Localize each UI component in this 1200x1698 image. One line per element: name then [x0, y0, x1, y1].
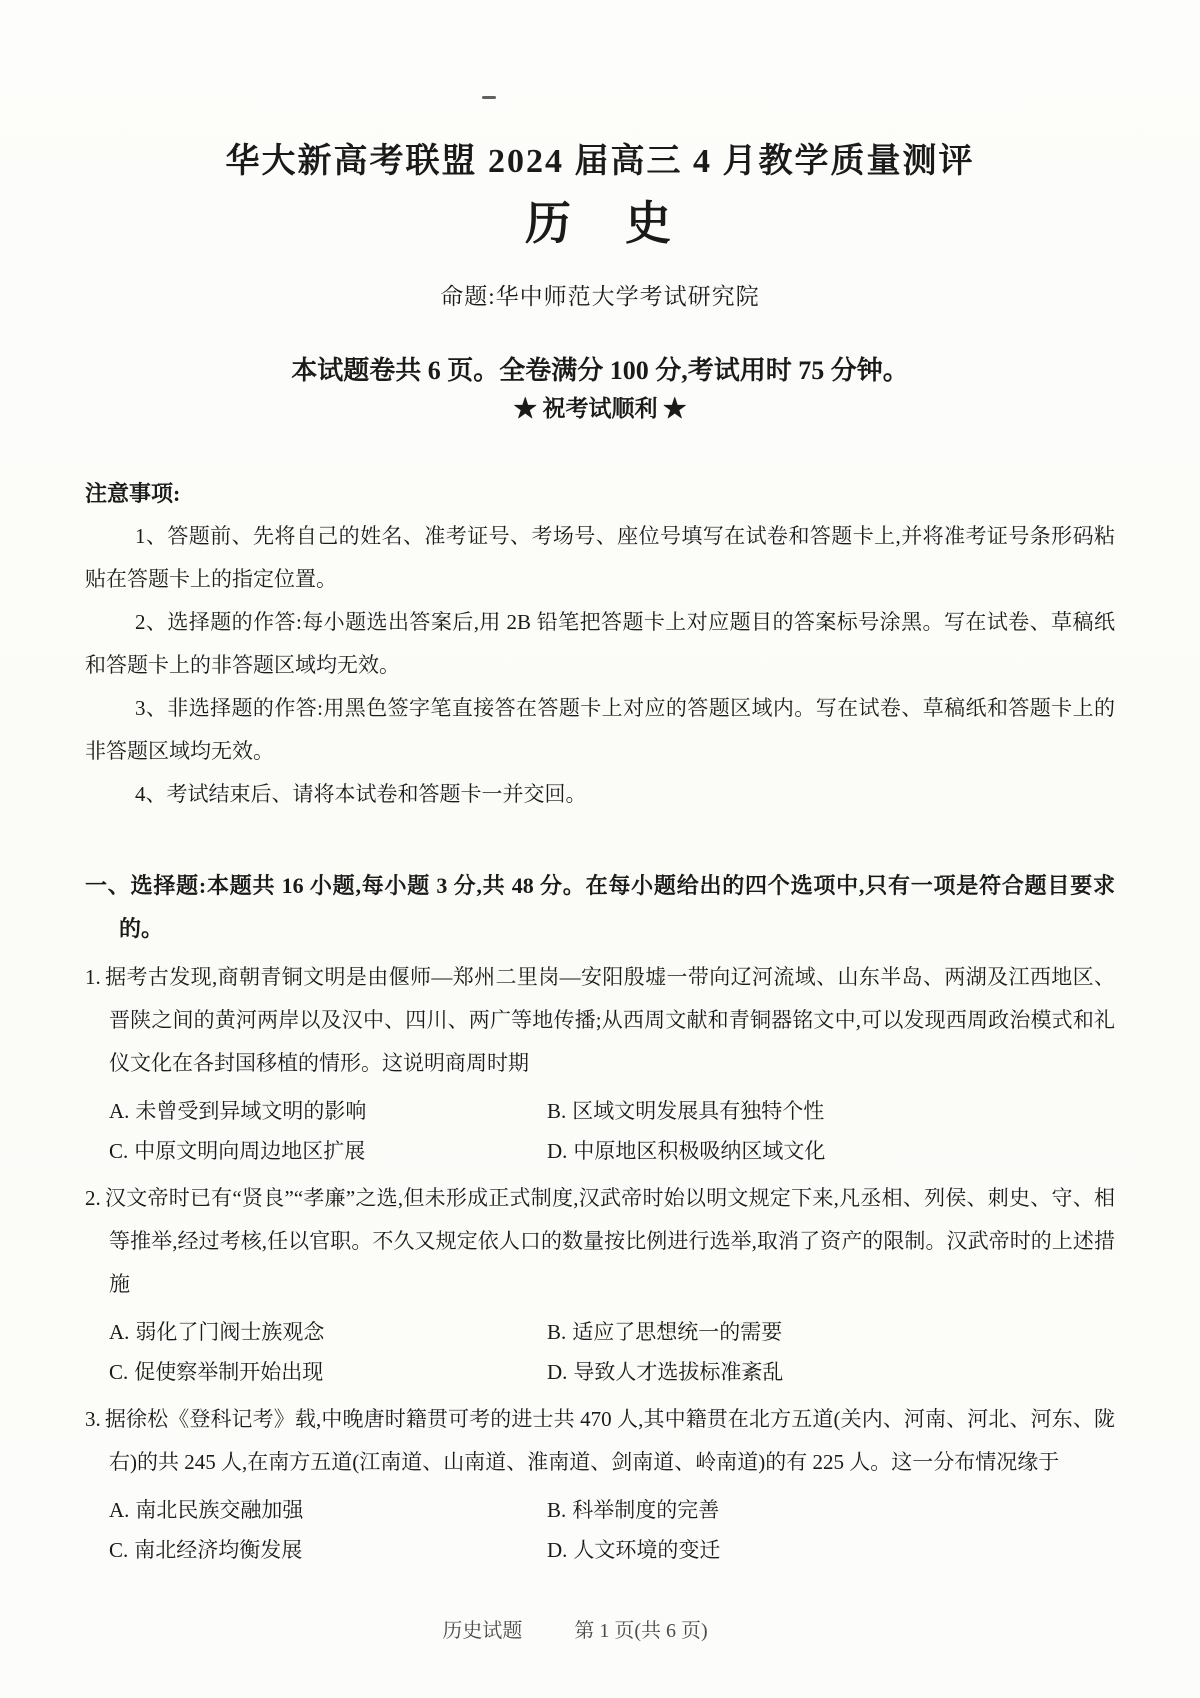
- question-3: [85, 1398, 1115, 1570]
- exam-wish-line: ★ 祝考试顺利 ★: [513, 396, 687, 421]
- option-text: 南北民族交融加强: [135, 1498, 304, 1522]
- option-a: [85, 1312, 547, 1352]
- notice-title: 注意事项:: [85, 481, 181, 506]
- option-text: 区域文明发展具有独特个性: [572, 1099, 825, 1123]
- option-b: [547, 1091, 824, 1131]
- notice-item-2: 2、选择题的作答:每小题选出答案后,用 2B 铅笔把答题卡上对应题目的答案标号涂黑。写在试卷、草稿纸和答题卡上的非答题区域均无效。: [85, 610, 1115, 677]
- footer-doc-label: 历史试题: [442, 1620, 523, 1642]
- option-label: A.: [109, 1320, 130, 1344]
- option-row: [85, 1352, 1115, 1392]
- question-2: [85, 1177, 1115, 1392]
- question-stem-text: 据徐松《登科记考》载,中晚唐时籍贯可考的进士共 470 人,其中籍贯在北方五道(关内、河南、河北、河东、陇右)的共 245 人,在南方五道(江南道、山南道、淮南道、剑南道、岭南道)的有 225 人。这一分布情况缘于: [104, 1407, 1115, 1474]
- option-label: B.: [547, 1320, 567, 1344]
- option-text: 中原地区积极吸纳区域文化: [573, 1139, 826, 1163]
- option-label: A.: [109, 1099, 130, 1123]
- option-row: [85, 1131, 1115, 1171]
- scan-artifact-mark: [482, 96, 496, 99]
- option-b: [547, 1312, 782, 1352]
- option-text: 适应了思想统一的需要: [572, 1320, 783, 1344]
- question-2-stem: [85, 1177, 1115, 1306]
- option-label: D.: [547, 1538, 568, 1562]
- option-c: [85, 1530, 547, 1570]
- question-number: 3.: [85, 1407, 101, 1431]
- option-text: 南北经济均衡发展: [134, 1538, 303, 1562]
- question-1: [85, 956, 1115, 1171]
- option-label: D.: [547, 1139, 568, 1163]
- option-d: [547, 1352, 783, 1392]
- option-text: 促使察举制开始出现: [134, 1360, 324, 1384]
- option-b: [547, 1490, 719, 1530]
- option-d: [547, 1131, 825, 1171]
- footer-page-number: 第 1 页(共 6 页): [574, 1620, 708, 1642]
- option-c: [85, 1352, 547, 1392]
- section-heading-choice: 一、选择题:本题共 16 小题,每小题 3 分,共 48 分。在每小题给出的四个选项中,只有一项是符合题目要求的。: [85, 873, 1115, 941]
- option-text: 未曾受到异域文明的影响: [135, 1099, 367, 1123]
- option-row: [85, 1490, 1115, 1530]
- notice-item-1: 1、答题前、先将自己的姓名、准考证号、考场号、座位号填写在试卷和答题卡上,并将准考证号条形码粘贴在答题卡上的指定位置。: [85, 524, 1115, 591]
- option-text: 弱化了门阀士族观念: [135, 1320, 325, 1344]
- option-text: 中原文明向周边地区扩展: [134, 1139, 366, 1163]
- question-1-stem: [85, 956, 1115, 1085]
- subject-title: 历 史: [525, 198, 675, 249]
- question-1-options: [85, 1091, 1115, 1171]
- option-text: 科举制度的完善: [572, 1498, 720, 1522]
- option-label: C.: [109, 1538, 129, 1562]
- question-stem-text: 汉文帝时已有“贤良”“孝廉”之选,但未形成正式制度,汉武帝时始以明文规定下来,凡丞相、列侯、刺史、守、相等推举,经过考核,任以官职。不久又规定依人口的数量按比例进行选举,取消了资产的限制。汉武帝时的上述措施: [104, 1186, 1115, 1296]
- option-label: D.: [547, 1360, 568, 1384]
- proposer-line: 命题:华中师范大学考试研究院: [440, 284, 760, 309]
- notice-item-4: 4、考试结束后、请将本试卷和答题卡一并交回。: [135, 782, 587, 806]
- question-stem-text: 据考古发现,商朝青铜文明是由偃师—郑州二里岗—安阳殷墟一带向辽河流域、山东半岛、两湖及江西地区、晋陕之间的黄河两岸以及汉中、四川、两广等地传播;从西周文献和青铜器铭文中,可以发现西周政治模式和礼仪文化在各封国移植的情形。这说明商周时期: [104, 965, 1115, 1075]
- question-number: 2.: [85, 1186, 101, 1210]
- option-c: [85, 1131, 547, 1171]
- option-row: [85, 1091, 1115, 1131]
- exam-info-line: 本试题卷共 6 页。全卷满分 100 分,考试用时 75 分钟。: [291, 356, 909, 385]
- question-2-options: [85, 1312, 1115, 1392]
- exam-title: 华大新高考联盟 2024 届高三 4 月教学质量测评: [225, 143, 975, 180]
- option-label: A.: [109, 1498, 130, 1522]
- notice-item-3: 3、非选择题的作答:用黑色签字笔直接答在答题卡上对应的答题区域内。写在试卷、草稿纸和答题卡上的非答题区域均无效。: [85, 696, 1115, 763]
- option-label: B.: [547, 1099, 567, 1123]
- question-number: 1.: [85, 965, 101, 989]
- page-footer: [442, 1614, 707, 1643]
- option-label: C.: [109, 1139, 129, 1163]
- option-a: [85, 1490, 547, 1530]
- notice-section: [85, 472, 1115, 816]
- option-label: C.: [109, 1360, 129, 1384]
- option-a: [85, 1091, 547, 1131]
- option-row: [85, 1530, 1115, 1570]
- question-3-stem: [85, 1398, 1115, 1484]
- question-3-options: [85, 1490, 1115, 1570]
- option-label: B.: [547, 1498, 567, 1522]
- option-text: 导致人才选拔标准紊乱: [573, 1360, 784, 1384]
- option-text: 人文环境的变迁: [573, 1538, 721, 1562]
- option-d: [547, 1530, 720, 1570]
- option-row: [85, 1312, 1115, 1352]
